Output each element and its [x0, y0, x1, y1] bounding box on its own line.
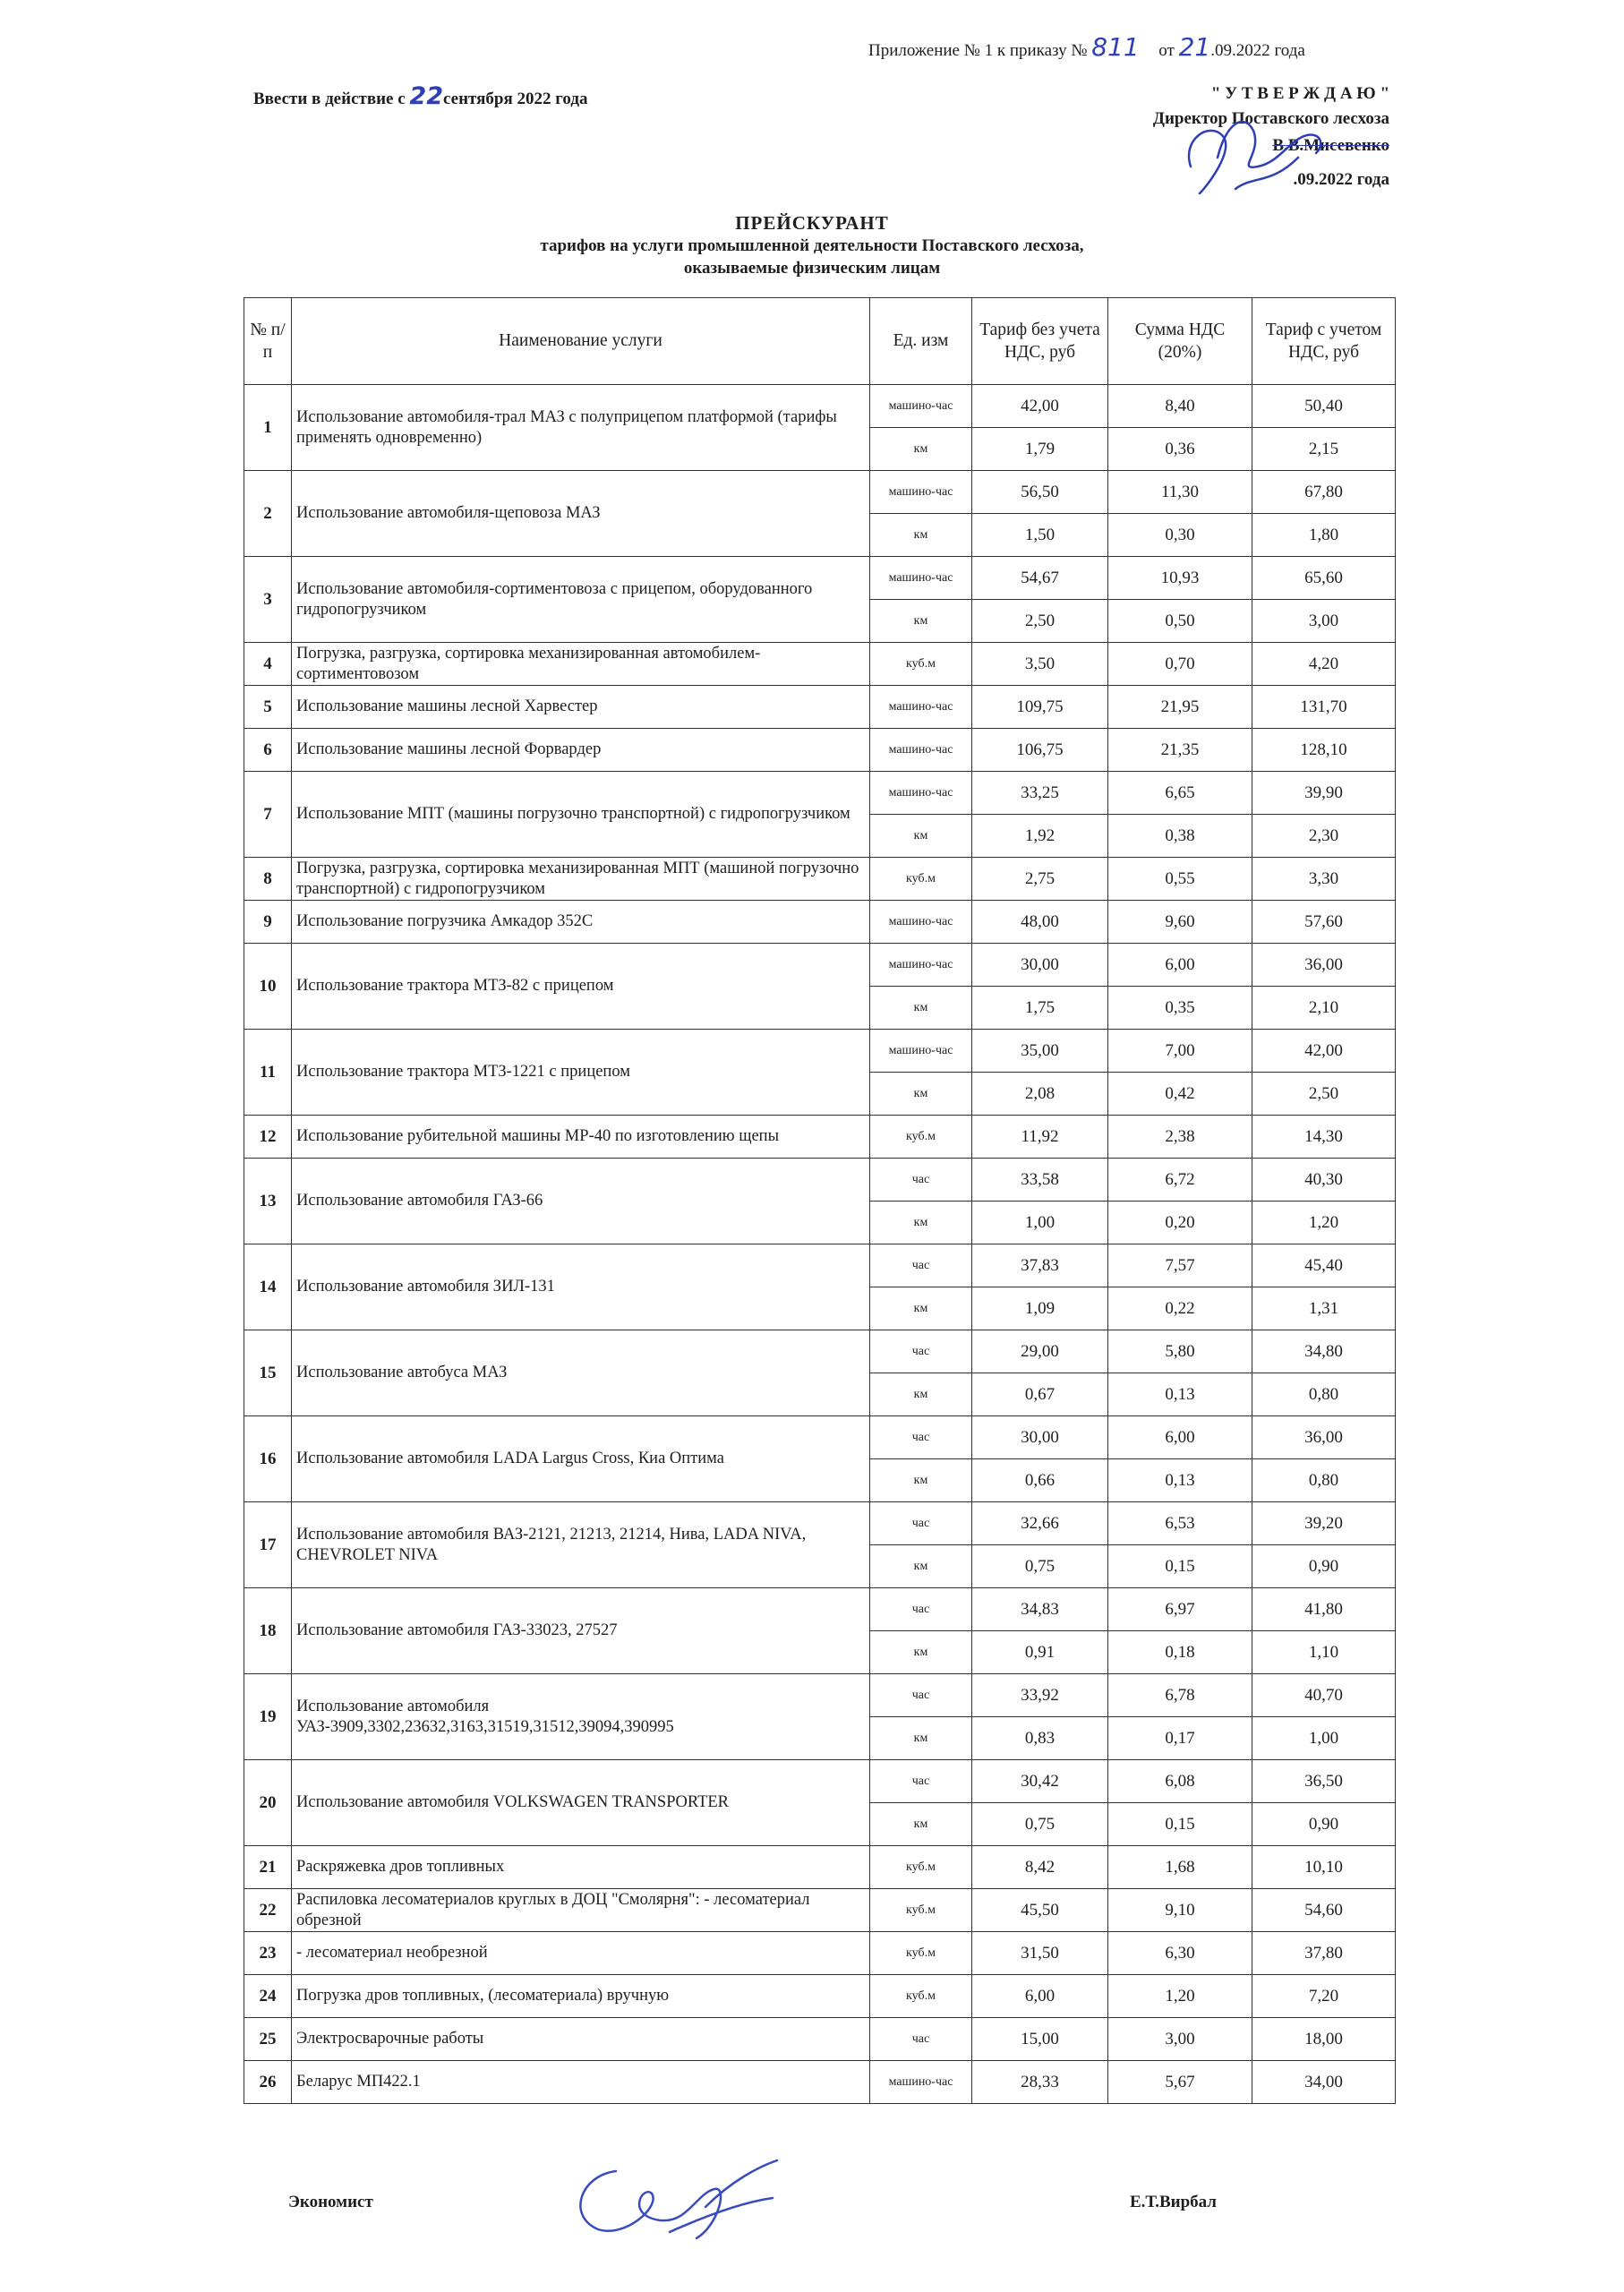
service-name: Использование автомобиля УАЗ-3909,3302,23632,3163,31519,31512,39094,390995: [292, 1674, 870, 1760]
appendix-line: [868, 32, 1305, 62]
tariff-vat-cell: 50,40: [1252, 385, 1396, 428]
tariff-no-vat-cell: 8,42: [972, 1846, 1108, 1889]
vat-cell: 0,55: [1108, 858, 1252, 901]
tariff-no-vat-cell: 35,00: [972, 1030, 1108, 1073]
table-row: [244, 557, 1396, 600]
tariff-no-vat-cell: 30,00: [972, 1416, 1108, 1459]
vat-cell: 0,22: [1108, 1287, 1252, 1330]
vat-cell: 0,13: [1108, 1459, 1252, 1502]
approve-date: .09.2022 года: [1293, 170, 1389, 189]
table-row: [244, 1502, 1396, 1545]
tariff-no-vat-cell: 1,50: [972, 514, 1108, 557]
tariff-vat-cell: 4,20: [1252, 643, 1396, 686]
vat-cell: 6,00: [1108, 944, 1252, 987]
appendix-day-handwritten: 21: [1178, 32, 1211, 62]
table-row: [244, 1760, 1396, 1803]
table-row: [244, 1244, 1396, 1287]
unit-cell: км: [870, 1545, 972, 1588]
appendix-prefix: Приложение № 1 к приказу №: [868, 41, 1088, 60]
vat-cell: 0,30: [1108, 514, 1252, 557]
approve-heading: " У Т В Е Р Ж Д А Ю ": [1210, 84, 1389, 103]
table-row: [244, 1116, 1396, 1159]
unit-cell: машино-час: [870, 557, 972, 600]
unit-cell: куб.м: [870, 643, 972, 686]
row-number: 11: [244, 1030, 292, 1116]
tariff-vat-cell: 40,30: [1252, 1159, 1396, 1202]
unit-cell: машино-час: [870, 729, 972, 772]
unit-cell: машино-час: [870, 385, 972, 428]
vat-cell: 0,38: [1108, 815, 1252, 858]
footer-position: Экономист: [288, 2193, 373, 2211]
tariff-no-vat-cell: 1,09: [972, 1287, 1108, 1330]
table-row: [244, 1975, 1396, 2018]
row-number: 19: [244, 1674, 292, 1760]
row-number: 21: [244, 1846, 292, 1889]
service-name: Раскряжевка дров топливных: [292, 1846, 870, 1889]
tariff-no-vat-cell: 1,92: [972, 815, 1108, 858]
unit-cell: км: [870, 1459, 972, 1502]
row-number: 4: [244, 643, 292, 686]
tariff-no-vat-cell: 45,50: [972, 1889, 1108, 1932]
table-row: [244, 2018, 1396, 2061]
unit-cell: куб.м: [870, 1932, 972, 1975]
unit-cell: куб.м: [870, 1116, 972, 1159]
table-row: [244, 1588, 1396, 1631]
director-title: Директор Поставского лесхоза: [1152, 109, 1389, 128]
tariff-vat-cell: 14,30: [1252, 1116, 1396, 1159]
tariff-vat-cell: 40,70: [1252, 1674, 1396, 1717]
tariff-vat-cell: 2,15: [1252, 428, 1396, 471]
unit-cell: машино-час: [870, 471, 972, 514]
unit-cell: час: [870, 1416, 972, 1459]
row-number: 1: [244, 385, 292, 471]
table-row: [244, 471, 1396, 514]
tariff-vat-cell: 131,70: [1252, 686, 1396, 729]
vat-cell: 0,17: [1108, 1717, 1252, 1760]
service-name: Использование автомобиля-сортиментовоза с прицепом, оборудованного гидропогрузчиком: [292, 557, 870, 643]
vat-cell: 5,80: [1108, 1330, 1252, 1373]
tariff-no-vat-cell: 0,75: [972, 1545, 1108, 1588]
title-line-3: оказываемые физическим лицам: [683, 259, 941, 278]
tariff-vat-cell: 37,80: [1252, 1932, 1396, 1975]
appendix-number-handwritten: 811: [1091, 32, 1140, 62]
tariff-no-vat-cell: 32,66: [972, 1502, 1108, 1545]
tariff-no-vat-cell: 15,00: [972, 2018, 1108, 2061]
tariff-vat-cell: 2,10: [1252, 987, 1396, 1030]
tariff-vat-cell: 10,10: [1252, 1846, 1396, 1889]
tariff-vat-cell: 1,10: [1252, 1631, 1396, 1674]
vat-cell: 9,60: [1108, 901, 1252, 944]
service-name: Использование автомобиля ВАЗ-2121, 21213, 21214, Нива, LADA NIVA, CHEVROLET NIVA: [292, 1502, 870, 1588]
tariff-no-vat-cell: 0,75: [972, 1803, 1108, 1846]
unit-cell: машино-час: [870, 901, 972, 944]
service-name: Использование трактора МТЗ-1221 с прицепом: [292, 1030, 870, 1116]
vat-cell: 0,13: [1108, 1373, 1252, 1416]
tariff-no-vat-cell: 109,75: [972, 686, 1108, 729]
vat-cell: 3,00: [1108, 2018, 1252, 2061]
economist-signature: [562, 2153, 795, 2252]
tariff-vat-cell: 36,00: [1252, 1416, 1396, 1459]
table-row: [244, 1030, 1396, 1073]
row-number: 15: [244, 1330, 292, 1416]
table-row: [244, 772, 1396, 815]
tariff-vat-cell: 57,60: [1252, 901, 1396, 944]
row-number: 14: [244, 1244, 292, 1330]
unit-cell: км: [870, 600, 972, 643]
table-row: [244, 1674, 1396, 1717]
service-name: Погрузка, разгрузка, сортировка механизированная МПТ (машиной погрузочно транспортной) с гидропогрузчиком: [292, 858, 870, 901]
tariff-vat-cell: 0,80: [1252, 1373, 1396, 1416]
vat-cell: 0,15: [1108, 1545, 1252, 1588]
tariff-no-vat-cell: 2,50: [972, 600, 1108, 643]
service-name: Погрузка, разгрузка, сортировка механизированная автомобилем-сортиментовозом: [292, 643, 870, 686]
tariff-vat-cell: 128,10: [1252, 729, 1396, 772]
vat-cell: 7,57: [1108, 1244, 1252, 1287]
service-name: Использование автомобиля-щеповоза МАЗ: [292, 471, 870, 557]
tariff-no-vat-cell: 11,92: [972, 1116, 1108, 1159]
vat-cell: 6,97: [1108, 1588, 1252, 1631]
title-line-2: тарифов на услуги промышленной деятельности Поставского лесхоза,: [540, 236, 1084, 255]
tariff-no-vat-cell: 30,00: [972, 944, 1108, 987]
effective-prefix: Ввести в действие с: [253, 90, 406, 108]
row-number: 6: [244, 729, 292, 772]
vat-cell: 6,08: [1108, 1760, 1252, 1803]
service-name: Распиловка лесоматериалов круглых в ДОЦ "Смолярня": - лесоматериал обрезной: [292, 1889, 870, 1932]
table-row: [244, 1889, 1396, 1932]
table-body: [244, 385, 1396, 2104]
service-name: Погрузка дров топливных, (лесоматериала) вручную: [292, 1975, 870, 2018]
unit-cell: час: [870, 1674, 972, 1717]
unit-cell: час: [870, 1588, 972, 1631]
service-name: Использование рубительной машины МР-40 по изготовлению щепы: [292, 1116, 870, 1159]
unit-cell: км: [870, 428, 972, 471]
tariff-vat-cell: 3,30: [1252, 858, 1396, 901]
header-tariff-no-vat: Тариф без учета НДС, руб: [972, 298, 1108, 385]
vat-cell: 0,18: [1108, 1631, 1252, 1674]
tariff-vat-cell: 54,60: [1252, 1889, 1396, 1932]
service-name: Электросварочные работы: [292, 2018, 870, 2061]
vat-cell: 0,15: [1108, 1803, 1252, 1846]
row-number: 26: [244, 2061, 292, 2104]
table-row: [244, 1846, 1396, 1889]
appendix-date-suffix: .09.2022 года: [1210, 41, 1305, 60]
vat-cell: 1,20: [1108, 1975, 1252, 2018]
unit-cell: куб.м: [870, 1846, 972, 1889]
table-row: [244, 729, 1396, 772]
unit-cell: км: [870, 1373, 972, 1416]
tariff-vat-cell: 2,50: [1252, 1073, 1396, 1116]
tariff-vat-cell: 39,90: [1252, 772, 1396, 815]
tariff-vat-cell: 0,80: [1252, 1459, 1396, 1502]
tariff-no-vat-cell: 29,00: [972, 1330, 1108, 1373]
tariff-vat-cell: 0,90: [1252, 1803, 1396, 1846]
effective-suffix: сентября 2022 года: [442, 90, 588, 108]
row-number: 23: [244, 1932, 292, 1975]
appendix-date-prefix: от: [1158, 41, 1175, 60]
tariff-vat-cell: 67,80: [1252, 471, 1396, 514]
tariff-no-vat-cell: 33,92: [972, 1674, 1108, 1717]
tariff-no-vat-cell: 33,58: [972, 1159, 1108, 1202]
tariff-no-vat-cell: 1,00: [972, 1202, 1108, 1244]
vat-cell: 11,30: [1108, 471, 1252, 514]
vat-cell: 6,00: [1108, 1416, 1252, 1459]
tariff-no-vat-cell: 6,00: [972, 1975, 1108, 2018]
tariff-no-vat-cell: 2,75: [972, 858, 1108, 901]
row-number: 17: [244, 1502, 292, 1588]
tariff-no-vat-cell: 0,67: [972, 1373, 1108, 1416]
vat-cell: 0,36: [1108, 428, 1252, 471]
tariff-no-vat-cell: 34,83: [972, 1588, 1108, 1631]
vat-cell: 21,35: [1108, 729, 1252, 772]
table-row: [244, 643, 1396, 686]
unit-cell: машино-час: [870, 944, 972, 987]
vat-cell: 2,38: [1108, 1116, 1252, 1159]
service-name: Беларус МП422.1: [292, 2061, 870, 2104]
vat-cell: 10,93: [1108, 557, 1252, 600]
row-number: 25: [244, 2018, 292, 2061]
vat-cell: 6,72: [1108, 1159, 1252, 1202]
tariff-no-vat-cell: 31,50: [972, 1932, 1108, 1975]
unit-cell: машино-час: [870, 686, 972, 729]
table-row: [244, 944, 1396, 987]
tariff-no-vat-cell: 54,67: [972, 557, 1108, 600]
footer-name: Е.Т.Вирбал: [1130, 2193, 1217, 2211]
row-number: 5: [244, 686, 292, 729]
row-number: 20: [244, 1760, 292, 1846]
vat-cell: 9,10: [1108, 1889, 1252, 1932]
price-table: [244, 297, 1396, 2104]
row-number: 2: [244, 471, 292, 557]
header-num: № п/п: [244, 298, 292, 385]
unit-cell: час: [870, 1159, 972, 1202]
tariff-no-vat-cell: 3,50: [972, 643, 1108, 686]
table-row: [244, 686, 1396, 729]
table-row: [244, 1330, 1396, 1373]
tariff-no-vat-cell: 30,42: [972, 1760, 1108, 1803]
vat-cell: 6,78: [1108, 1674, 1252, 1717]
unit-cell: куб.м: [870, 1975, 972, 2018]
tariff-vat-cell: 18,00: [1252, 2018, 1396, 2061]
unit-cell: км: [870, 987, 972, 1030]
service-name: Использование автомобиля LADA Largus Cross, Киа Оптима: [292, 1416, 870, 1502]
document-title: [0, 211, 1624, 279]
row-number: 12: [244, 1116, 292, 1159]
tariff-vat-cell: 65,60: [1252, 557, 1396, 600]
tariff-no-vat-cell: 42,00: [972, 385, 1108, 428]
vat-cell: 1,68: [1108, 1846, 1252, 1889]
vat-cell: 0,35: [1108, 987, 1252, 1030]
service-name: Использование трактора МТЗ-82 с прицепом: [292, 944, 870, 1030]
tariff-vat-cell: 1,80: [1252, 514, 1396, 557]
service-name: Использование автомобиля VOLKSWAGEN TRANSPORTER: [292, 1760, 870, 1846]
tariff-no-vat-cell: 37,83: [972, 1244, 1108, 1287]
unit-cell: час: [870, 1244, 972, 1287]
tariff-vat-cell: 2,30: [1252, 815, 1396, 858]
tariff-vat-cell: 1,00: [1252, 1717, 1396, 1760]
tariff-no-vat-cell: 2,08: [972, 1073, 1108, 1116]
unit-cell: км: [870, 1073, 972, 1116]
unit-cell: км: [870, 815, 972, 858]
effective-date-line: [253, 82, 587, 110]
tariff-vat-cell: 1,31: [1252, 1287, 1396, 1330]
service-name: Использование погрузчика Амкадор 352С: [292, 901, 870, 944]
unit-cell: км: [870, 1202, 972, 1244]
tariff-vat-cell: 3,00: [1252, 600, 1396, 643]
unit-cell: машино-час: [870, 772, 972, 815]
header-tariff-vat: Тариф с учетом НДС, руб: [1252, 298, 1396, 385]
tariff-vat-cell: 41,80: [1252, 1588, 1396, 1631]
title-line-1: ПРЕЙСКУРАНТ: [735, 212, 889, 234]
vat-cell: 5,67: [1108, 2061, 1252, 2104]
table-row: [244, 1416, 1396, 1459]
unit-cell: машино-час: [870, 1030, 972, 1073]
row-number: 22: [244, 1889, 292, 1932]
tariff-vat-cell: 0,90: [1252, 1545, 1396, 1588]
tariff-vat-cell: 1,20: [1252, 1202, 1396, 1244]
unit-cell: машино-час: [870, 2061, 972, 2104]
table-header-row: [244, 298, 1396, 385]
unit-cell: км: [870, 1803, 972, 1846]
director-signature: [1173, 104, 1334, 202]
tariff-vat-cell: 36,00: [1252, 944, 1396, 987]
unit-cell: км: [870, 1631, 972, 1674]
tariff-no-vat-cell: 1,79: [972, 428, 1108, 471]
vat-cell: 21,95: [1108, 686, 1252, 729]
row-number: 10: [244, 944, 292, 1030]
service-name: Использование автомобиля ГАЗ-33023, 27527: [292, 1588, 870, 1674]
tariff-vat-cell: 34,00: [1252, 2061, 1396, 2104]
vat-cell: 0,50: [1108, 600, 1252, 643]
table-row: [244, 385, 1396, 428]
tariff-no-vat-cell: 56,50: [972, 471, 1108, 514]
unit-cell: час: [870, 1760, 972, 1803]
tariff-no-vat-cell: 33,25: [972, 772, 1108, 815]
row-number: 18: [244, 1588, 292, 1674]
tariff-no-vat-cell: 0,91: [972, 1631, 1108, 1674]
vat-cell: 8,40: [1108, 385, 1252, 428]
unit-cell: км: [870, 1717, 972, 1760]
unit-cell: куб.м: [870, 1889, 972, 1932]
table-row: [244, 2061, 1396, 2104]
vat-cell: 6,30: [1108, 1932, 1252, 1975]
tariff-vat-cell: 36,50: [1252, 1760, 1396, 1803]
tariff-no-vat-cell: 0,83: [972, 1717, 1108, 1760]
director-name: В.В.Мисевенко: [1272, 136, 1389, 155]
row-number: 16: [244, 1416, 292, 1502]
table-row: [244, 1932, 1396, 1975]
tariff-vat-cell: 7,20: [1252, 1975, 1396, 2018]
vat-cell: 6,53: [1108, 1502, 1252, 1545]
row-number: 7: [244, 772, 292, 858]
service-name: Использование автобуса МАЗ: [292, 1330, 870, 1416]
service-name: Использование машины лесной Форвардер: [292, 729, 870, 772]
tariff-no-vat-cell: 0,66: [972, 1459, 1108, 1502]
unit-cell: час: [870, 1502, 972, 1545]
table-row: [244, 1159, 1396, 1202]
vat-cell: 0,42: [1108, 1073, 1252, 1116]
row-number: 9: [244, 901, 292, 944]
service-name: Использование автомобиля ГАЗ-66: [292, 1159, 870, 1244]
service-name: Использование машины лесной Харвестер: [292, 686, 870, 729]
tariff-vat-cell: 39,20: [1252, 1502, 1396, 1545]
service-name: Использование автомобиля-трал МАЗ с полуприцепом платформой (тарифы применять одновременно): [292, 385, 870, 471]
table-row: [244, 858, 1396, 901]
tariff-no-vat-cell: 48,00: [972, 901, 1108, 944]
service-name: Использование МПТ (машины погрузочно транспортной) с гидропогрузчиком: [292, 772, 870, 858]
effective-day-handwritten: 22: [409, 82, 443, 110]
row-number: 13: [244, 1159, 292, 1244]
tariff-no-vat-cell: 1,75: [972, 987, 1108, 1030]
tariff-vat-cell: 34,80: [1252, 1330, 1396, 1373]
service-name: - лесоматериал необрезной: [292, 1932, 870, 1975]
tariff-vat-cell: 42,00: [1252, 1030, 1396, 1073]
unit-cell: час: [870, 1330, 972, 1373]
header-vat: Сумма НДС (20%): [1108, 298, 1252, 385]
service-name: Использование автомобиля ЗИЛ-131: [292, 1244, 870, 1330]
row-number: 24: [244, 1975, 292, 2018]
vat-cell: 7,00: [1108, 1030, 1252, 1073]
vat-cell: 6,65: [1108, 772, 1252, 815]
unit-cell: км: [870, 1287, 972, 1330]
unit-cell: куб.м: [870, 858, 972, 901]
vat-cell: 0,70: [1108, 643, 1252, 686]
vat-cell: 0,20: [1108, 1202, 1252, 1244]
unit-cell: км: [870, 514, 972, 557]
row-number: 3: [244, 557, 292, 643]
header-name: Наименование услуги: [292, 298, 870, 385]
row-number: 8: [244, 858, 292, 901]
header-unit: Ед. изм: [870, 298, 972, 385]
tariff-no-vat-cell: 28,33: [972, 2061, 1108, 2104]
tariff-vat-cell: 45,40: [1252, 1244, 1396, 1287]
unit-cell: час: [870, 2018, 972, 2061]
table-row: [244, 901, 1396, 944]
tariff-no-vat-cell: 106,75: [972, 729, 1108, 772]
